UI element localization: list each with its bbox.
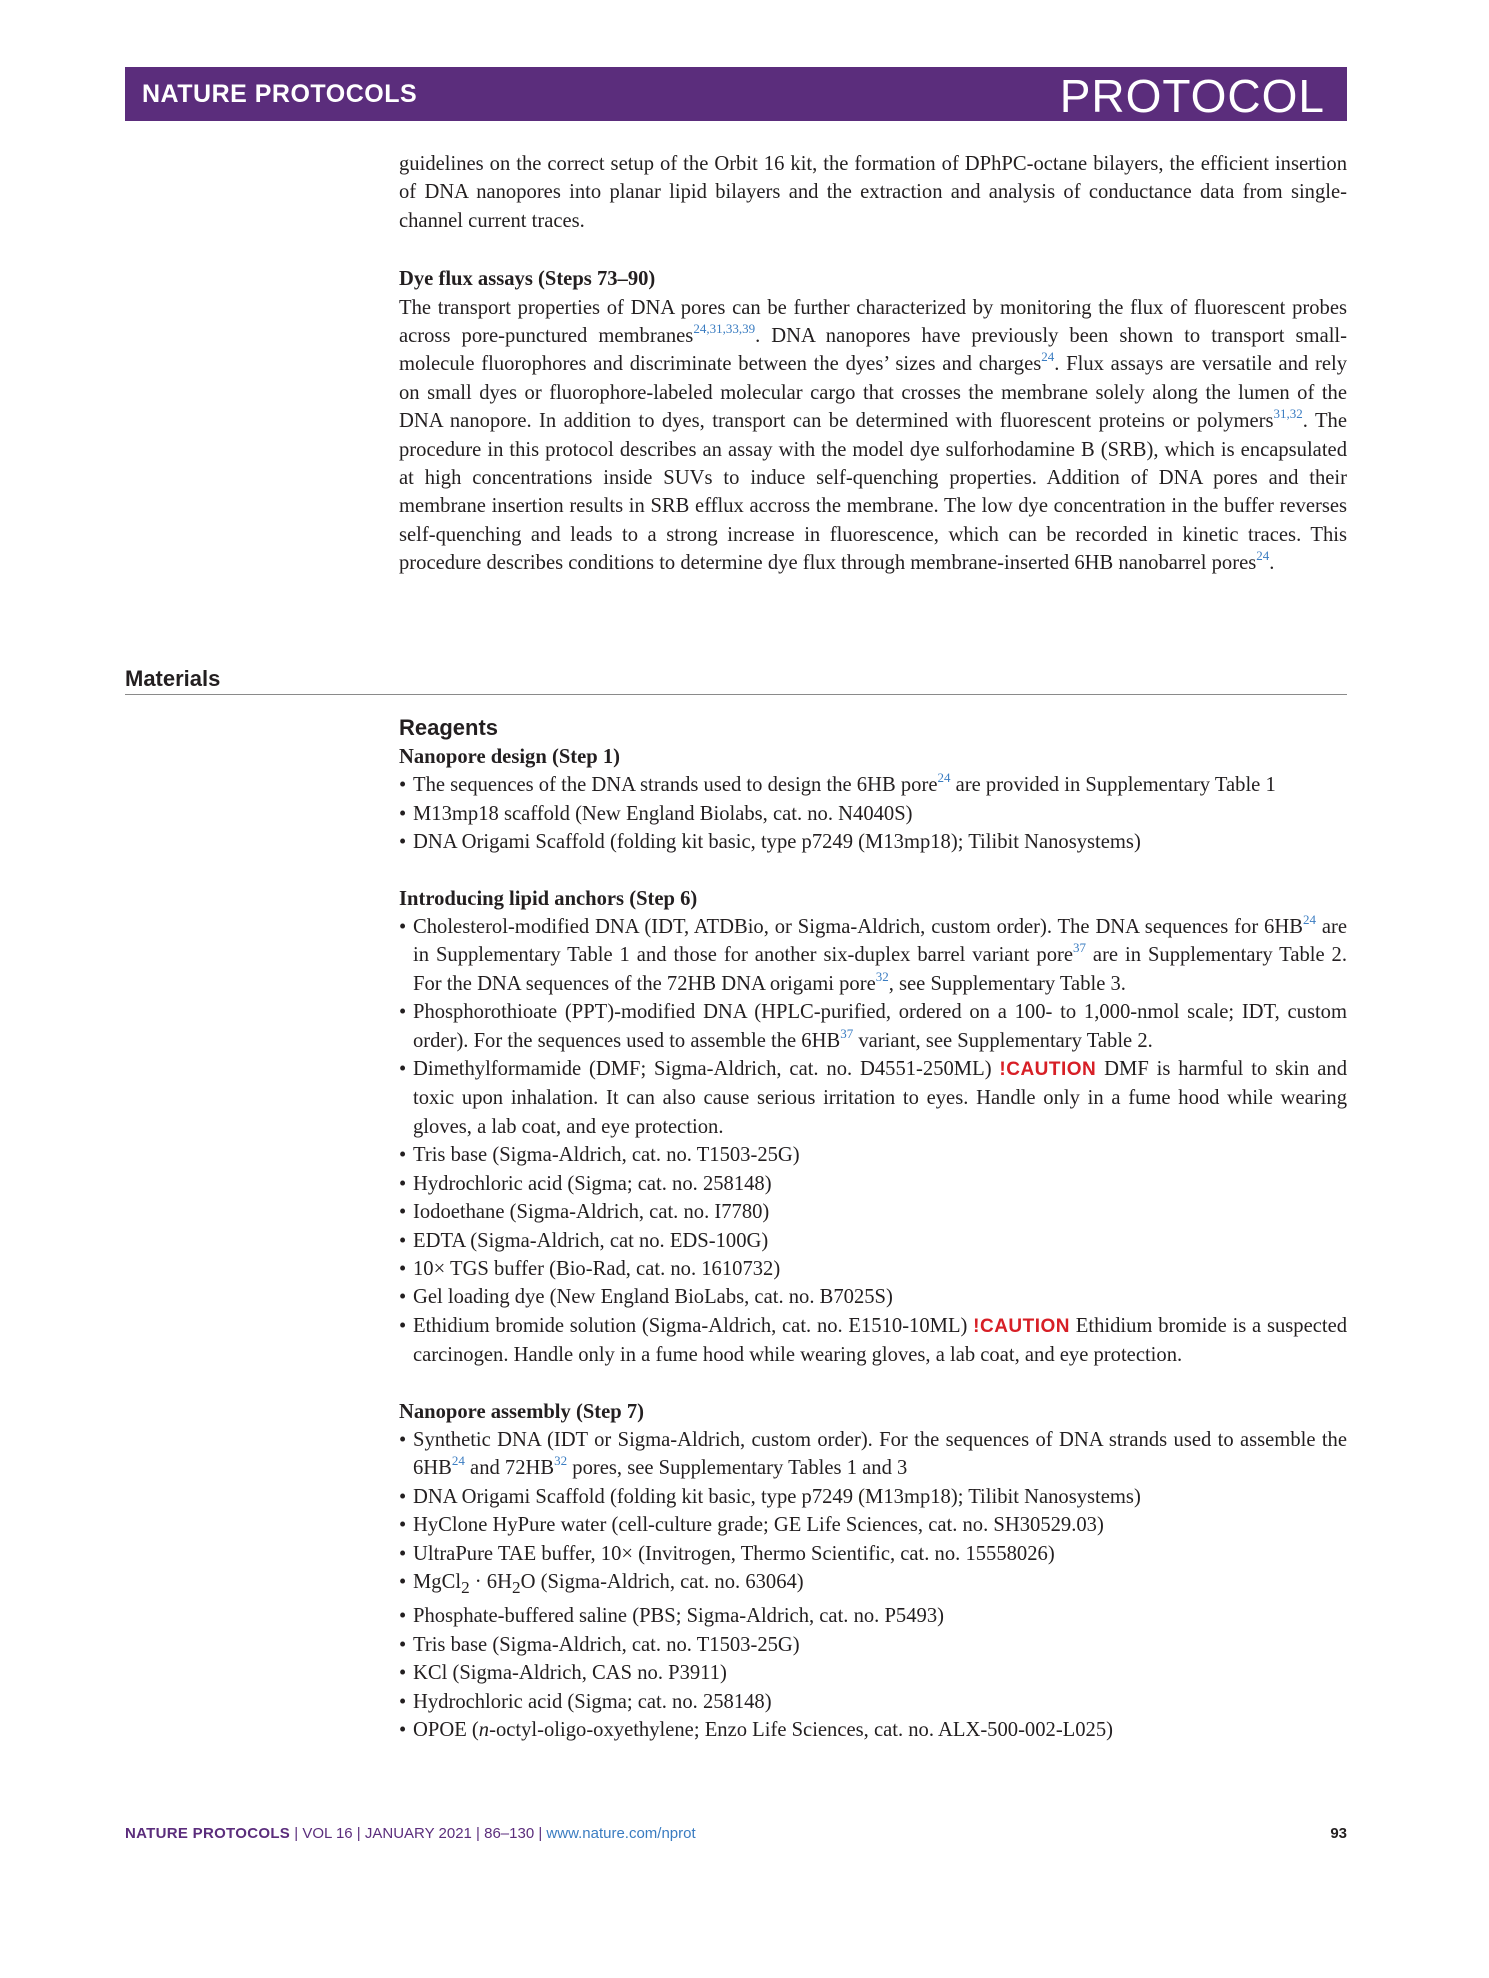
list-item: • Hydrochloric acid (Sigma; cat. no. 258148) [399, 1170, 1347, 1198]
list-item: • DNA Origami Scaffold (folding kit basic, type p7249 (M13mp18); Tilibit Nanosystems) [399, 828, 1347, 856]
lipid-anchors-group [399, 885, 1347, 1370]
list-item: • The sequences of the DNA strands used to design the 6HB pore$^{24}$ are provided in Supplementary Table 1 [399, 771, 1347, 799]
nanopore-assembly-group [399, 1398, 1347, 1745]
list-item: • Cholesterol-modified DNA (IDT, ATDBio, or Sigma-Aldrich, custom order). The DNA sequences for 6HB$^{24}$ are in Supplementary Table 1 and those for another six-duplex barrel variant pore$^{37}$ are in Supplementary Table 2. For the DNA sequences of the 72HB DNA origami pore$^{32}$, see Supplementary Table 3. [399, 913, 1347, 998]
footer-date: JANUARY 2021 [364, 1825, 472, 1842]
reference-link[interactable]: 24 [1302, 912, 1316, 928]
reference-link[interactable]: 32 [554, 1453, 568, 1469]
nanopore-assembly-heading: Nanopore assembly (Step 7) [399, 1400, 645, 1423]
reference-link[interactable]: 24 [451, 1453, 465, 1469]
list-item: • Phosphorothioate (PPT)-modified DNA (HPLC-purified, ordered on a 100- to 1,000-nmol scale; IDT, custom order). For the sequences used to assemble the 6HB$^{37}$ variant, see Supplementary Table 2. [399, 998, 1347, 1055]
reference-link[interactable]: 24 [937, 770, 951, 786]
reference-link[interactable]: 24 [1256, 548, 1270, 564]
intro-section [399, 150, 1347, 578]
page-number: 93 [1330, 1825, 1347, 1842]
article-type: PROTOCOL [1059, 70, 1325, 122]
reference-link[interactable]: 24 [1041, 349, 1055, 365]
journal-header-bar [125, 67, 1347, 121]
list-item: • Tris base (Sigma-Aldrich, cat. no. T1503-25G) [399, 1141, 1347, 1169]
list-item: • Tris base (Sigma-Aldrich, cat. no. T1503-25G) [399, 1631, 1347, 1659]
list-item: • HyClone HyPure water (cell-culture grade; GE Life Sciences, cat. no. SH30529.03) [399, 1511, 1347, 1539]
reference-link[interactable]: 37 [1073, 940, 1086, 956]
list-item: • Hydrochloric acid (Sigma; cat. no. 258148) [399, 1688, 1347, 1716]
list-item: • MgCl$_2$ · $6H_2O$ (Sigma-Aldrich, cat. no. 63064) [399, 1568, 1347, 1603]
page-footer: NATURE PROTOCOLS | VOL 16 | JANUARY 2021 | 86–130 | www.nature.com/nprot 93 [125, 1825, 1347, 1842]
footer-pages: 86–130 [484, 1825, 535, 1842]
list-item: • Gel loading dye (New England BioLabs, cat. no. B7025S) [399, 1283, 1347, 1311]
footer-url-link[interactable]: www.nature.com/nprot [546, 1825, 696, 1842]
intro-paragraph: guidelines on the correct setup of the Orbit 16 kit, the formation of DPhPC-octane bilayers, the efficient insertion of DNA nanopores into planar lipid bilayers and the extraction and analysis of conductance data from single-channel current traces. [399, 153, 1347, 232]
journal-name: NATURE PROTOCOLS [142, 80, 418, 108]
reference-link[interactable]: 24,31,33,39 [693, 321, 756, 337]
list-item: • 10× TGS buffer (Bio-Rad, cat. no. 1610732) [399, 1255, 1347, 1283]
list-item: • UltraPure TAE buffer, 10× (Invitrogen, Thermo Scientific, cat. no. 15558026) [399, 1540, 1347, 1568]
list-item: • EDTA (Sigma-Aldrich, cat no. EDS-100G) [399, 1227, 1347, 1255]
caution-label: !CAUTION [973, 1315, 1071, 1337]
list-item: • OPOE (n-octyl-oligo-oxyethylene; Enzo Life Sciences, cat. no. ALX-500-002-L025) [399, 1716, 1347, 1744]
nanopore-design-group [399, 743, 1347, 857]
list-item: • KCl (Sigma-Aldrich, CAS no. P3911) [399, 1659, 1347, 1687]
dye-flux-heading: Dye flux assays (Steps 73–90) [399, 268, 656, 291]
materials-section [399, 713, 1347, 1745]
list-item: • Phosphate-buffered saline (PBS; Sigma-Aldrich, cat. no. P5493) [399, 1602, 1347, 1630]
list-item: • DNA Origami Scaffold (folding kit basic, type p7249 (M13mp18); Tilibit Nanosystems) [399, 1483, 1347, 1511]
footer-volume: VOL 16 [302, 1825, 353, 1842]
dye-flux-paragraph: The transport properties of DNA pores can be further characterized by monitoring the flux of fluorescent probes across pore-punctured membranes$^{24,31,33,39}$. DNA nanopores have previously been shown to transport small-molecule fluorophores and discriminate between the dyes’ sizes and charges$^{24}$. Flux assays are versatile and rely on small dyes or fluorophore-labeled molecular cargo that crosses the membrane solely along the lumen of the DNA nanopore. In addition to dyes, transport can be determined with fluorescent proteins or polymers$^{31,32}$. The procedure in this protocol describes an assay with the model dye sulforhodamine B (SRB), which is encapsulated at high concentrations inside SUVs to induce self-quenching properties. Addition of DNA pores and their membrane insertion results in SRB efflux accross the membrane. The low dye concentration in the buffer reverses self-quenching and leads to a strong increase in fluorescence, which can be recorded in kinetic traces. This procedure describes conditions to determine dye flux through membrane-inserted 6HB nanobarrel pores$^{24}$. [399, 296, 1348, 575]
materials-heading: Materials [125, 666, 221, 691]
caution-label: !CAUTION [999, 1059, 1097, 1081]
reference-link[interactable]: 32 [875, 968, 889, 984]
reagents-heading: Reagents [399, 715, 499, 740]
lipid-anchors-heading: Introducing lipid anchors (Step 6) [399, 887, 698, 910]
nanopore-design-heading: Nanopore design (Step 1) [399, 746, 621, 768]
footer-journal: NATURE PROTOCOLS [125, 1825, 291, 1842]
dye-flux-section [399, 265, 1347, 577]
list-item: • Iodoethane (Sigma-Aldrich, cat. no. I7780) [399, 1198, 1347, 1226]
list-item: • Ethidium bromide solution (Sigma-Aldrich, cat. no. E1510-10ML) !CAUTION Ethidium bromide is a suspected carcinogen. Handle only in a fume hood while wearing gloves, a lab coat, and eye protection. [399, 1312, 1347, 1370]
reference-link[interactable]: 37 [840, 1025, 854, 1041]
section-divider [125, 694, 1347, 695]
list-item: • M13mp18 scaffold (New England Biolabs, cat. no. N4040S) [399, 800, 1347, 828]
reference-link[interactable]: 31,32 [1273, 406, 1303, 422]
list-item: • Synthetic DNA (IDT or Sigma-Aldrich, custom order). For the sequences of DNA strands used to assemble the 6HB$^{24}$ and 72HB$^{32}$ pores, see Supplementary Tables 1 and 3 [399, 1426, 1347, 1483]
list-item: • Dimethylformamide (DMF; Sigma-Aldrich, cat. no. D4551-250ML) !CAUTION DMF is harmful to skin and toxic upon inhalation. It can also cause serious irritation to eyes. Handle only in a fume hood while wearing gloves, a lab coat, and eye protection. [399, 1055, 1347, 1141]
